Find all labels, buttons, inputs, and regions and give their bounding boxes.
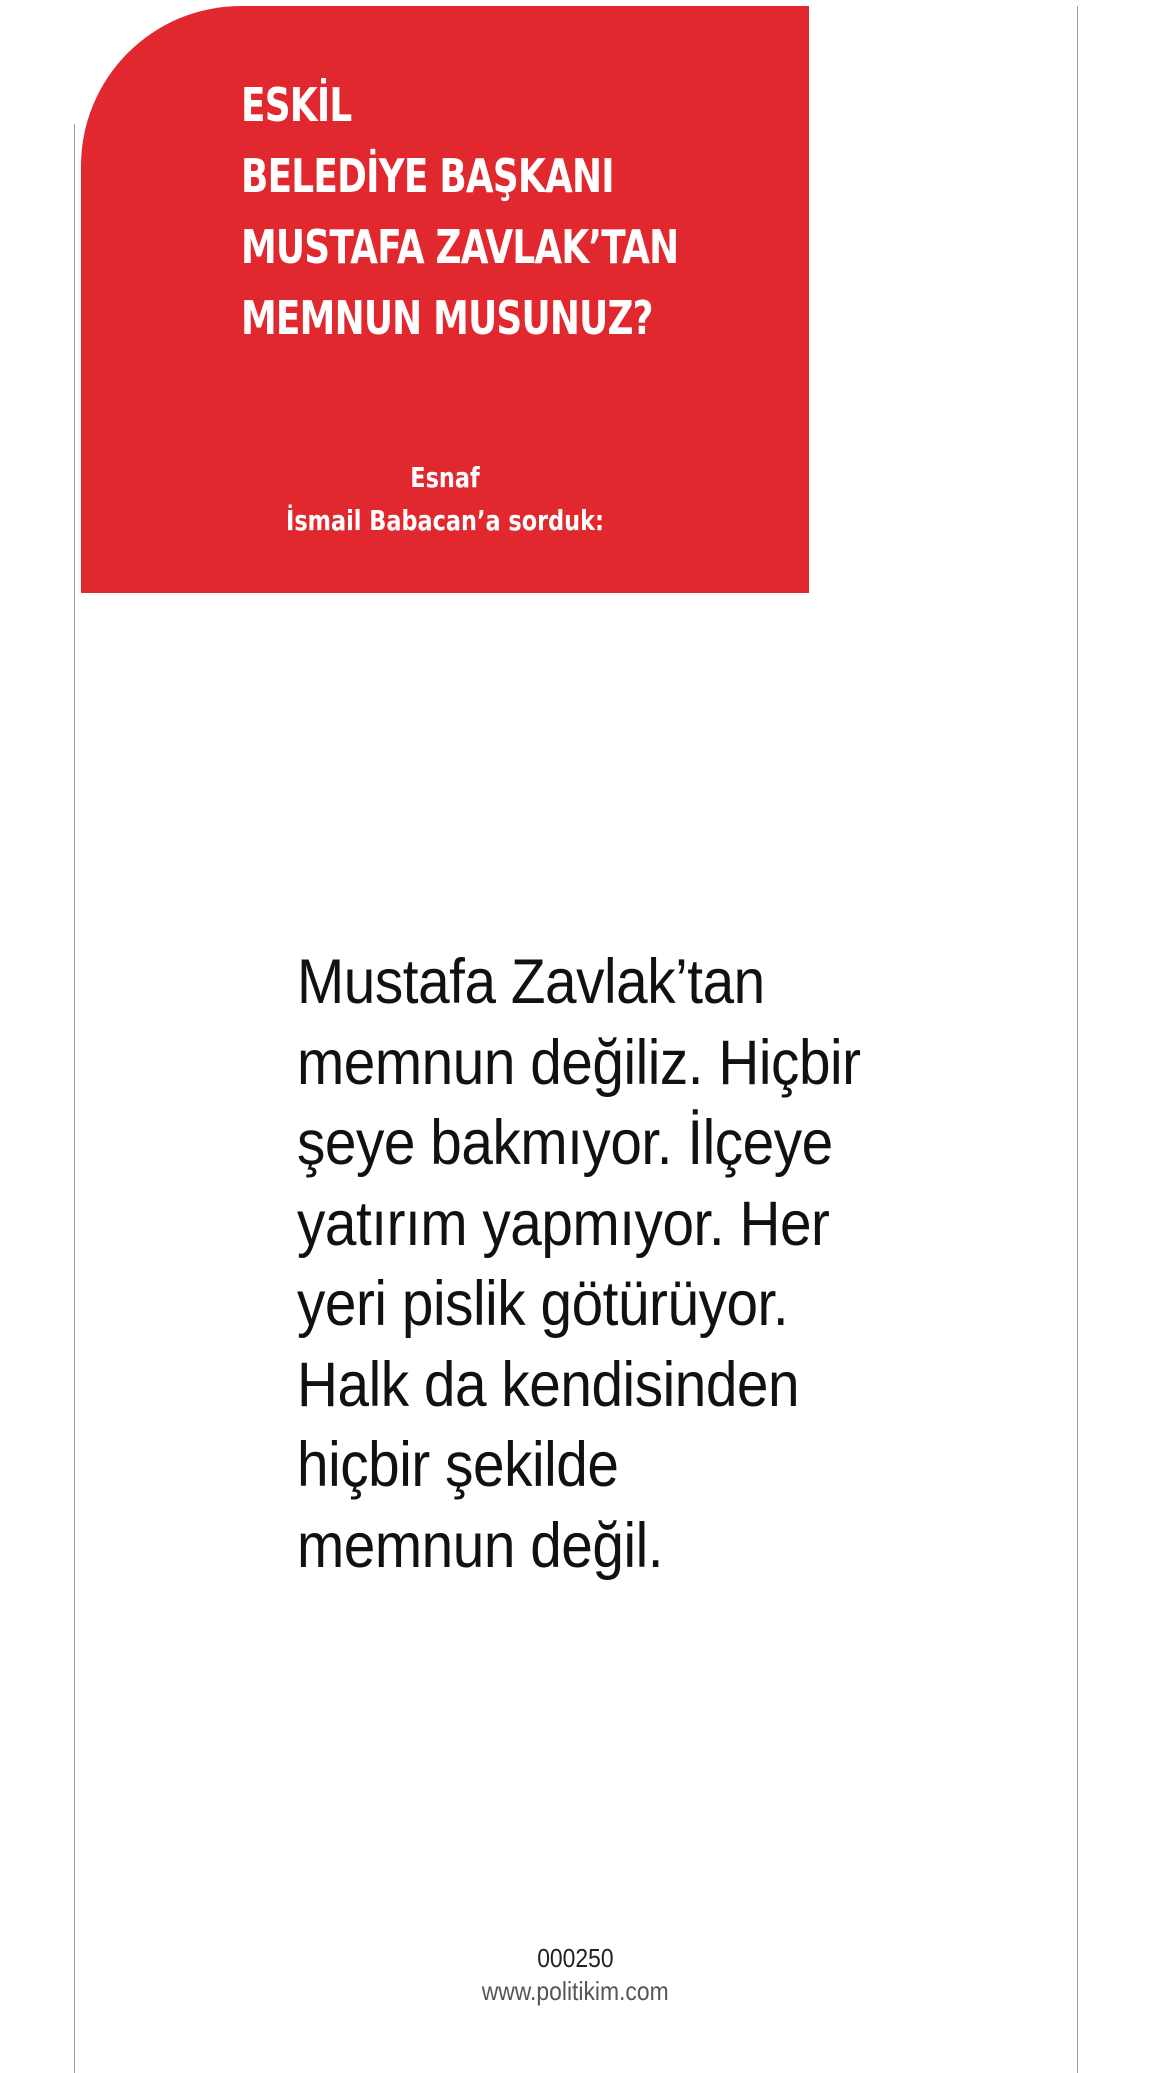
website-url [0,1975,1150,2007]
subtitle-line-1: Esnaf [410,461,480,494]
headline-line-1: ESKİL [241,78,352,132]
quote-line-8: memnun değil. [297,1510,664,1581]
headline-line-3: MUSTAFA ZAVLAK’TAN [241,220,679,274]
right-margin-rule [1077,6,1078,2073]
website-url-text: www.politikim.com [481,1976,669,2006]
headline [241,70,678,354]
quote-line-7: hiçbir şekilde [297,1430,619,1500]
header-panel [81,6,809,593]
subtitle-line-2: İsmail Babacan’a sorduk: [286,504,604,537]
quote-line-5: yeri pislik götürüyor. [297,1269,789,1339]
headline-line-4: MEMNUN MUSUNUZ? [241,291,653,345]
interviewee-subtitle [81,456,809,542]
quote-line-1: Mustafa Zavlak’tan [297,947,765,1017]
document-code [0,1942,1150,1974]
quote-text [297,942,873,1586]
headline-line-2: BELEDİYE BAŞKANI [241,149,614,203]
quote-line-3: şeye bakmıyor. İlçeye [297,1108,833,1178]
quote-line-6: Halk da kendisinden [297,1349,800,1420]
quote-line-4: yatırım yapmıyor. Her [297,1188,830,1259]
document-code-text: 000250 [536,1943,614,1973]
quote-line-2: memnun değiliz. Hiçbir [297,1027,861,1098]
left-margin-rule [74,124,75,2073]
